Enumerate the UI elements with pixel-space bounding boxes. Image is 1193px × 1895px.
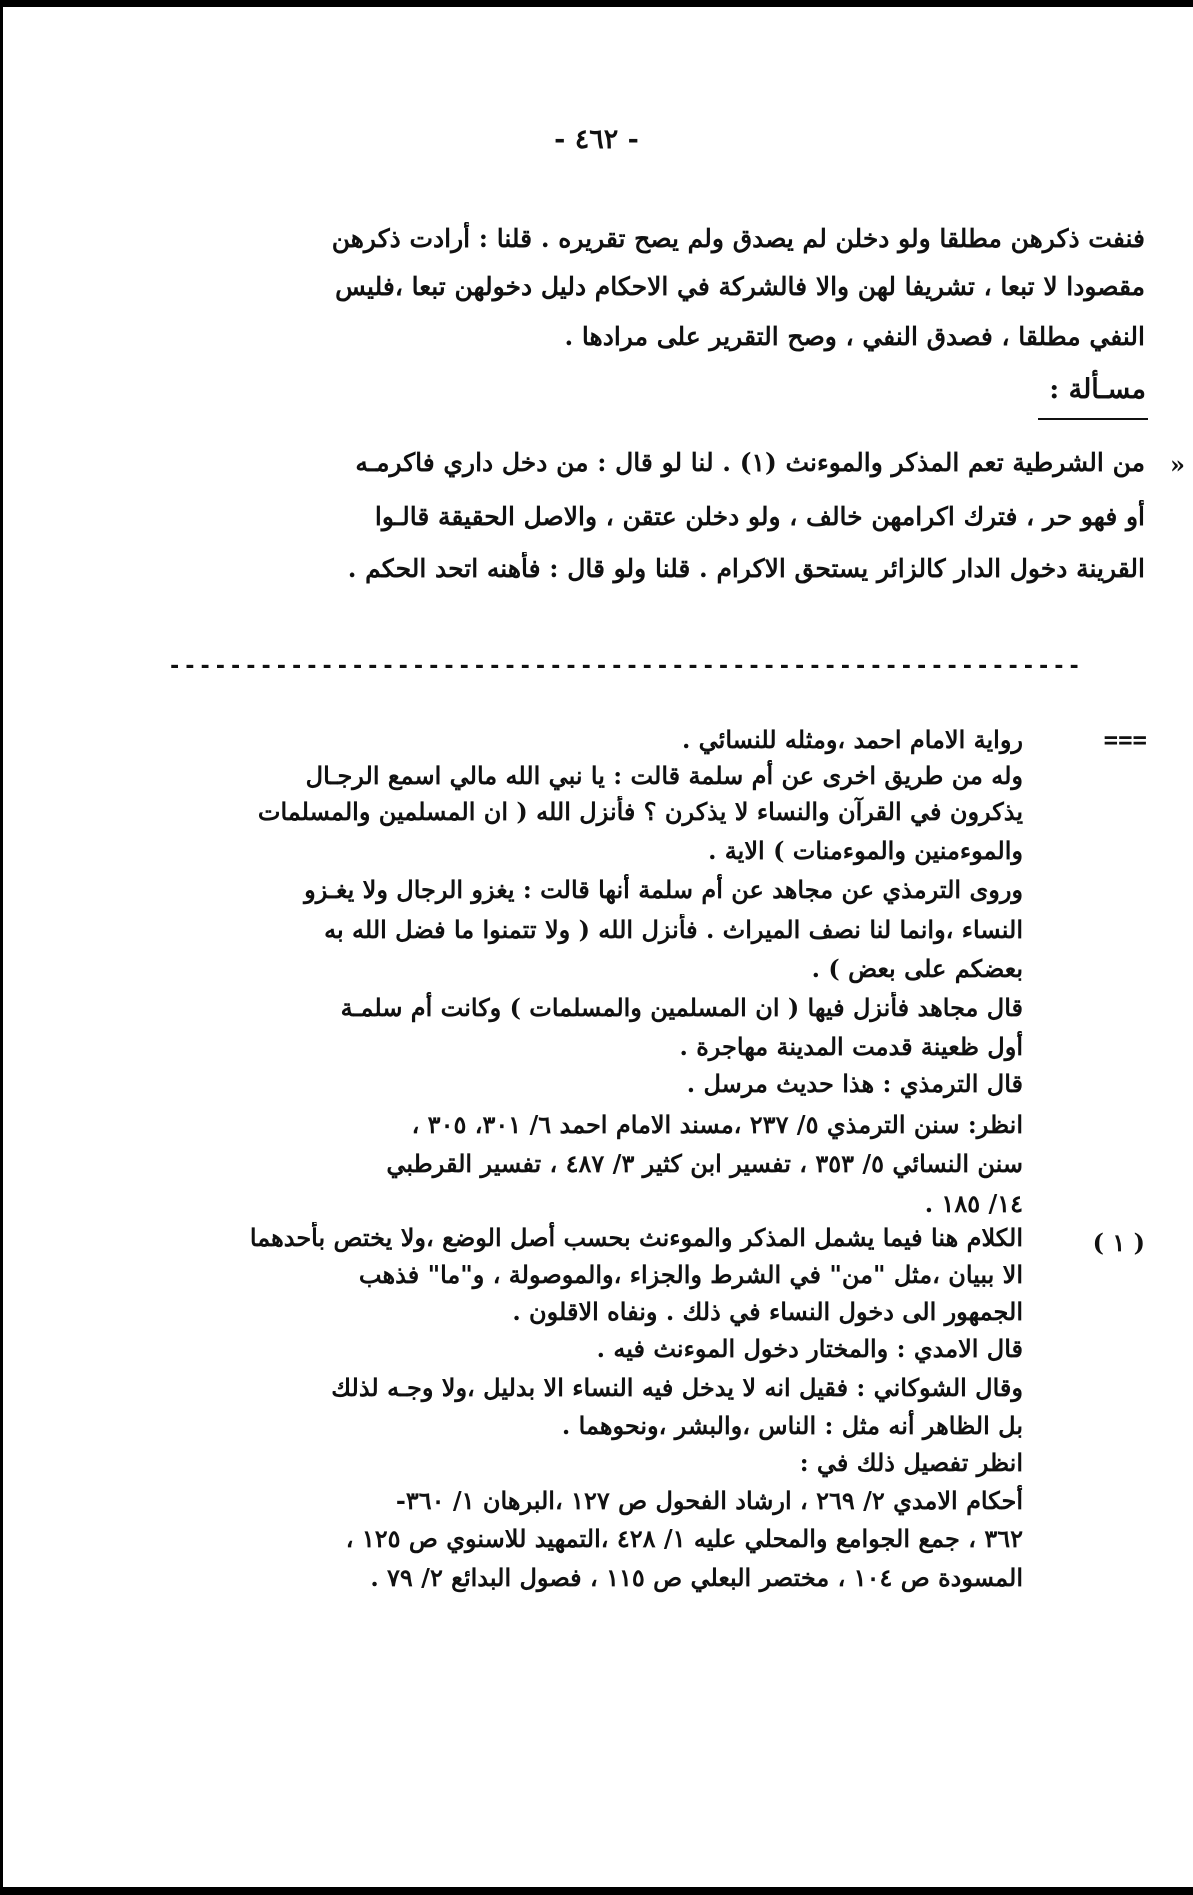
footnote-line: سنن النسائي ٥/ ٣٥٣ ، تفسير ابن كثير ٣/ ٤٨٧ ، تفسير القرطبي [386,1149,1023,1178]
footnote-line: انظر تفصيل ذلك في : [799,1448,1023,1477]
footnote-separator: ------------------------------------------------------------ [168,654,1083,678]
footnote-line: أول ظعينة قدمت المدينة مهاجرة . [679,1032,1023,1061]
footnote-line: وقال الشوكاني : فقيل انه لا يدخل فيه النساء الا بدليل ،ولا وجـه لذلك [331,1373,1023,1402]
footnote-line: الا ببيان ،مثل "من" في الشرط والجزاء ،والموصولة ، و"ما" فذهب [358,1260,1023,1289]
footnote-marker: ( ١ ) [1092,1228,1145,1257]
footnote-line: قال الامدي : والمختار دخول الموءنث فيه . [596,1334,1023,1363]
text-line: مقصودا لا تبعا ، تشريفا لهن والا فالشركة في الاحكام دليل دخولهن تبعا ،فليس [335,272,1145,301]
footnote-line: والموءمنين والموءمنات ) الاية . [708,836,1023,865]
footnote-line: النساء ،وانما لنا نصف الميراث . فأنزل الله ( ولا تتمنوا ما فضل الله به [324,915,1023,944]
page-number: - ٤٦٢ - [554,124,639,155]
footnote-marker: === [1103,726,1147,754]
footnote-line: ٣٦٢ ، جمع الجوامع والمحلي عليه ١/ ٤٢٨ ،التمهيد للاسنوي ص ١٢٥ ، [345,1524,1023,1553]
footnote-line: الجمهور الى دخول النساء في ذلك . ونفاه الاقلون . [512,1297,1023,1326]
scan-edge-top [0,0,1193,7]
footnote-line: بل الظاهر أنه مثل : الناس ،والبشر ،ونحوهما . [561,1411,1023,1440]
text-line: أو فهو حر ، فترك اكرامهن خالف ، ولو دخلن عتقن ، والاصل الحقيقة قالـوا [374,502,1145,531]
text-line: فنفت ذكرهن مطلقا ولو دخلن لم يصدق ولم يصح تقريره . قلنا : أرادت ذكرهن [331,224,1145,253]
footnote-line: يذكرون في القرآن والنساء لا يذكرن ؟ فأنزل الله ( ان المسلمين والمسلمات [257,797,1023,826]
footnote-line: قال مجاهد فأنزل فيها ( ان المسلمين والمسلمات ) وكانت أم سلمـة [340,993,1023,1022]
footnote-line: رواية الامام احمد ،ومثله للنسائي . [681,725,1023,754]
footnote-line: بعضكم على بعض ) . [811,954,1023,983]
footnote-line: وروى الترمذي عن مجاهد عن أم سلمة أنها قالت : يغزو الرجال ولا يغـزو [304,875,1023,904]
footnote-line: قال الترمذي : هذا حديث مرسل . [686,1069,1023,1098]
scan-edge-bottom [0,1887,1193,1895]
text-line: النفي مطلقا ، فصدق النفي ، وصح التقرير على مرادها . [564,322,1145,351]
scan-edge-left [0,0,3,1895]
heading-underline [1038,418,1148,420]
footnote-line: وله من طريق اخرى عن أم سلمة قالت : يا نبي الله مالي اسمع الرجـال [305,761,1023,790]
footnote-line: انظر: سنن الترمذي ٥/ ٢٣٧ ،مسند الامام احمد ٦/ ٣٠١، ٣٠٥ ، [411,1110,1023,1139]
footnote-line: الكلام هنا فيما يشمل المذكر والموءنث بحسب أصل الوضع ،ولا يختص بأحدهما [249,1223,1023,1252]
footnote-line: المسودة ص ١٠٤ ، مختصر البعلي ص ١١٥ ، فصول البدائع ٢/ ٧٩ . [370,1563,1023,1592]
paragraph-marker: « [1170,450,1185,479]
text-line: القرينة دخول الدار كالزائر يستحق الاكرام . قلنا ولو قال : فأهنه اتحد الحكم . [347,554,1145,583]
section-heading: مسـألة : [1049,374,1146,405]
text-line: من الشرطية تعم المذكر والموءنث (١) . لنا لو قال : من دخل داري فاكرمـه [355,448,1145,477]
footnote-line: أحكام الامدي ٢/ ٢٦٩ ، ارشاد الفحول ص ١٢٧ ،البرهان ١/ ٣٦٠- [395,1486,1023,1515]
footnote-line: ١٤/ ١٨٥ . [924,1189,1023,1218]
